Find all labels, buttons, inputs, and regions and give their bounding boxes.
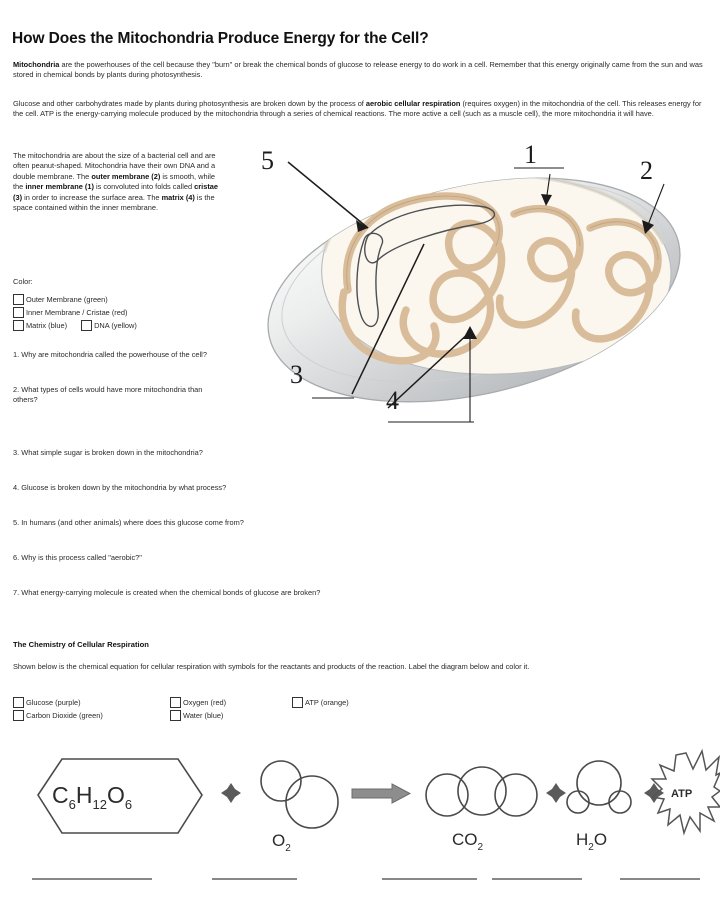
color-checkbox-carbon-dioxide[interactable]	[13, 710, 103, 721]
intro-paragraph-1	[13, 60, 713, 81]
desc-part-a: The mitochondria are about the size of a bacterial cell and are often peanut-shaped. Mitochondria have their own DNA and a double membrane. The	[13, 151, 216, 181]
intro-lead-term: Mitochondria	[13, 60, 60, 69]
matrix-term: matrix (4)	[161, 192, 195, 202]
question-7	[13, 588, 633, 598]
question-number: 4.	[13, 483, 20, 492]
desc-part-g: in order to increase the surface area. The	[22, 192, 162, 202]
question-number: 7.	[13, 588, 20, 597]
color-item-label: Outer Membrane (green)	[26, 295, 108, 304]
intro-p2-part-b: (requires oxygen) in the mitochondria of the cell. This releases energy for the cell. ATP is the energy-carrying molecule produced by the mitochondria through a series of chemical reactions. The more active a cell (such as a muscle cell), the more mitochondria it will have.	[13, 99, 702, 119]
oxygen-molecule-icon	[261, 761, 338, 854]
color-checkbox-outer-membrane[interactable]	[13, 294, 108, 305]
yields-arrow-icon	[352, 784, 410, 803]
checkbox-icon[interactable]	[13, 320, 24, 331]
color-checkbox-inner-membrane[interactable]	[13, 307, 127, 318]
callout-label-2: 2	[640, 156, 653, 185]
outer-membrane-term: outer membrane (2)	[91, 171, 161, 181]
question-number: 1.	[13, 350, 20, 359]
checkbox-icon[interactable]	[13, 294, 24, 305]
mitochondria-description	[13, 151, 225, 213]
cellular-respiration-equation	[0, 745, 720, 860]
desc-part-e: is convoluted into folds called	[93, 182, 195, 192]
color-item-label: Carbon Dioxide (green)	[26, 711, 103, 720]
plus-icon	[644, 783, 664, 803]
color-checkbox-water[interactable]	[170, 710, 223, 721]
color-checkbox-matrix-and-dna[interactable]	[13, 320, 137, 331]
answer-blank-line[interactable]	[620, 878, 700, 880]
callout-label-4: 4	[386, 386, 399, 415]
intro-p2-part-a: Glucose and other carbohydrates made by plants during photosynthesis are broken down by the process of	[13, 99, 366, 108]
color-item-label: Matrix (blue)	[26, 321, 68, 330]
carbon-dioxide-label-text: $CO_2$	[452, 830, 484, 853]
plus-icon	[546, 783, 566, 803]
color-item-label: Inner Membrane / Cristae (red)	[26, 308, 128, 317]
question-text: Why are mitochondria called the powerhouse of the cell?	[21, 350, 207, 359]
question-2	[13, 385, 228, 406]
color-item-label: Oxygen (red)	[183, 698, 227, 707]
intro-paragraph-1-text: are the powerhouses of the cell because they "burn" or break the chemical bonds of glucose to release energy to do work in a cell. Remember that this energy originally came from the sun and was stored in chemical bonds by plants during photosynthesis.	[13, 60, 703, 80]
aerobic-respiration-term: aerobic cellular respiration	[365, 99, 461, 108]
question-4	[13, 483, 573, 493]
water-label-text: $H_2O$	[576, 830, 608, 853]
oxygen-label-text: $O_2$	[272, 831, 291, 854]
cristae-term: cristae (3)	[13, 182, 219, 202]
color-item-label: Glucose (purple)	[26, 698, 81, 707]
checkbox-icon[interactable]	[170, 697, 181, 708]
question-text: In humans (and other animals) where does this glucose come from?	[21, 518, 244, 527]
intro-paragraph-2	[13, 99, 713, 120]
answer-blank-line[interactable]	[492, 878, 582, 880]
question-number: 6.	[13, 553, 20, 562]
question-1	[13, 350, 228, 360]
desc-part-i: is the space contained within the inner membrane.	[13, 192, 215, 213]
page-title: How Does the Mitochondria Produce Energy for the Cell?	[12, 30, 429, 47]
checkbox-icon[interactable]	[13, 307, 24, 318]
question-number: 2.	[13, 385, 20, 394]
question-text: What types of cells would have more mitochondria than others?	[13, 385, 203, 405]
color-item-label: DNA (yellow)	[94, 321, 137, 330]
color-item-label: Water (blue)	[183, 711, 224, 720]
answer-blank-line[interactable]	[32, 878, 152, 880]
question-number: 3.	[13, 448, 20, 457]
callout-label-3: 3	[290, 360, 303, 389]
color-checkbox-oxygen[interactable]	[170, 697, 226, 708]
question-text: Glucose is broken down by the mitochondria by what process?	[21, 483, 227, 492]
callout-label-5: 5	[261, 146, 274, 175]
mitochondrion-diagram	[228, 140, 720, 432]
chemistry-section-heading: The Chemistry of Cellular Respiration	[13, 640, 149, 649]
chemistry-intro-text: Shown below is the chemical equation for cellular respiration with symbols for the reactants and products of the reaction. Label the diagram below and color it.	[13, 662, 530, 671]
question-6	[13, 553, 573, 563]
question-number: 5.	[13, 518, 20, 527]
carbon-dioxide-molecule-icon	[426, 767, 537, 853]
checkbox-icon[interactable]	[13, 697, 24, 708]
plus-icon	[221, 783, 241, 803]
inner-membrane-term: inner membrane (1)	[25, 182, 94, 192]
checkbox-icon[interactable]	[13, 710, 24, 721]
color-section-heading: Color:	[13, 277, 33, 286]
desc-part-c: is smooth, while the	[13, 171, 215, 192]
glucose-hexagon-icon	[38, 759, 202, 833]
color-checkbox-glucose[interactable]	[13, 697, 81, 708]
checkbox-icon[interactable]	[292, 697, 303, 708]
callout-label-1: 1	[524, 140, 537, 169]
equation-graphic	[0, 745, 720, 860]
atp-label-text: ATP	[671, 788, 693, 800]
question-5	[13, 518, 573, 528]
water-molecule-icon	[567, 761, 631, 853]
question-text: Why is this process called "aerobic?"	[21, 553, 142, 562]
question-3	[13, 448, 573, 458]
question-text: What energy-carrying molecule is created when the chemical bonds of glucose are broken?	[21, 588, 321, 597]
glucose-formula-text: $C_6H_{12}O_6$	[52, 782, 133, 812]
checkbox-icon[interactable]	[81, 320, 92, 331]
answer-blank-line[interactable]	[212, 878, 297, 880]
color-item-label: ATP (orange)	[305, 698, 349, 707]
color-checkbox-atp[interactable]	[292, 697, 349, 708]
question-text: What simple sugar is broken down in the mitochondria?	[21, 448, 203, 457]
checkbox-icon[interactable]	[170, 710, 181, 721]
answer-blank-line[interactable]	[382, 878, 477, 880]
